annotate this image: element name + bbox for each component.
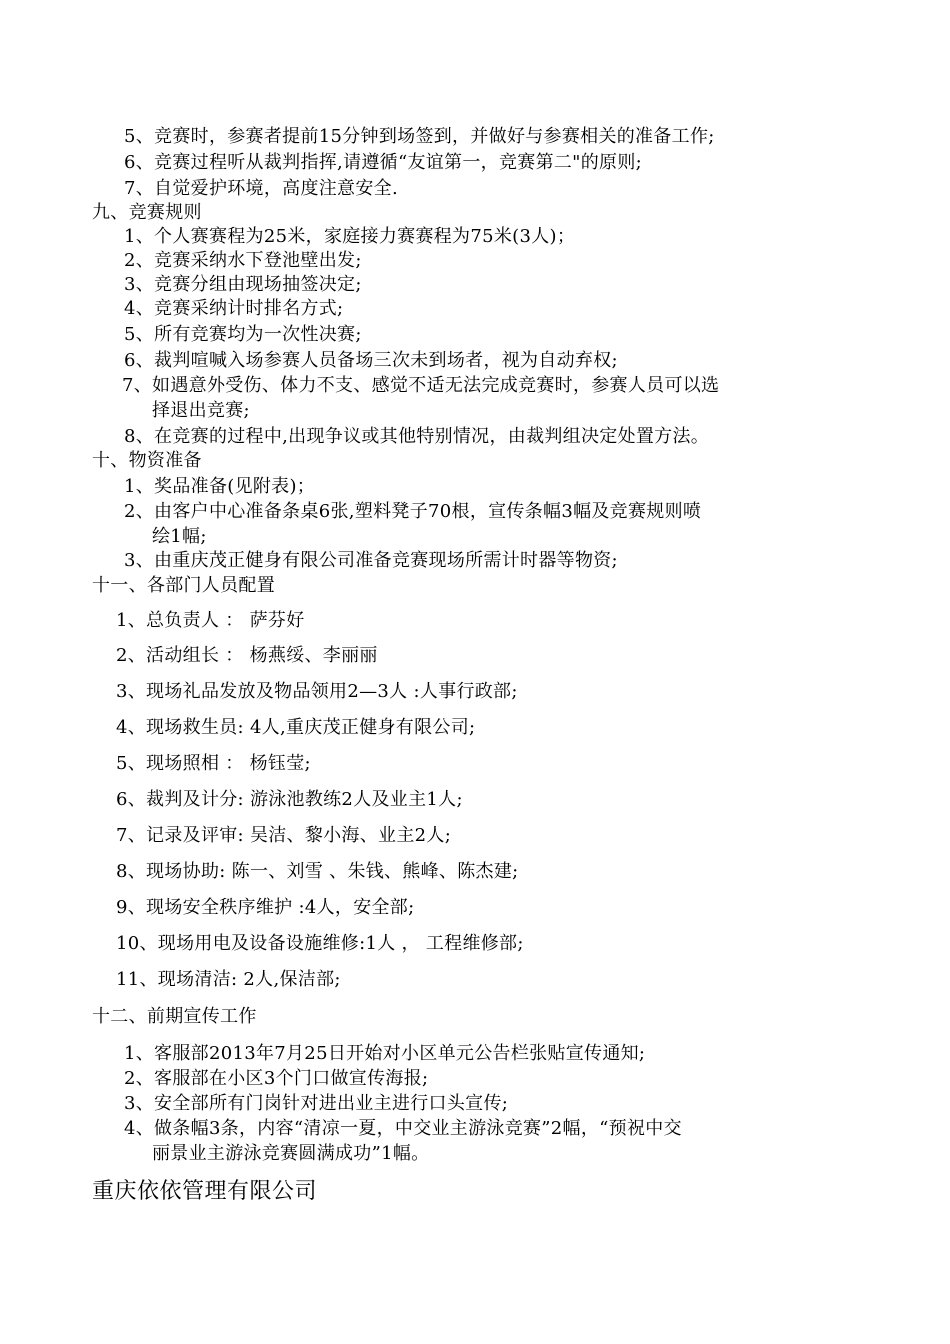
company-signature: 重庆依依管理有限公司 <box>92 1179 318 1204</box>
promo-item-continuation: 丽景业主游泳竞赛圆满成功”1幅。 <box>152 1143 430 1164</box>
section-heading: 九、竞赛规则 <box>92 202 202 223</box>
rule-item: 2、竞赛采纳水下登池壁出发; <box>124 250 362 271</box>
promo-item: 3、安全部所有门岗针对进出业主进行口头宣传; <box>124 1093 509 1114</box>
staff-item: 1、总负责人 ： 萨芬好 <box>116 610 305 631</box>
rule-item: 5、竞赛时，参赛者提前15分钟到场签到，并做好与参赛相关的准备工作; <box>124 126 715 147</box>
supply-item-continuation: 绘1幅; <box>152 526 207 547</box>
staff-item: 6、裁判及计分: 游泳池教练2人及业主1人; <box>116 789 463 810</box>
staff-item: 5、现场照相 ： 杨钰莹; <box>116 753 311 774</box>
supply-item: 3、由重庆茂正健身有限公司准备竞赛现场所需计时器等物资; <box>124 550 618 571</box>
staff-item: 11、现场清洁: 2人,保洁部; <box>116 969 341 990</box>
rule-item: 1、个人赛赛程为25米，家庭接力赛赛程为75米(3人)； <box>124 226 576 247</box>
staff-item: 2、活动组长 ： 杨燕绥、李丽丽 <box>116 645 378 666</box>
supply-item: 1、奖品准备(见附表)； <box>124 476 316 497</box>
rule-item: 4、竞赛采纳计时排名方式; <box>124 298 344 319</box>
promo-item: 2、客服部在小区3个门口做宣传海报; <box>124 1068 429 1089</box>
section-heading: 十一、各部门人员配置 <box>92 575 275 596</box>
staff-item: 3、现场礼品发放及物品领用2—3人 :人事行政部; <box>116 681 518 702</box>
supply-item: 2、由客户中心准备条桌6张,塑料凳子70根，宣传条幅3幅及竞赛规则喷 <box>124 501 702 522</box>
rule-item: 7、自觉爱护环境，高度注意安全. <box>124 178 398 199</box>
promo-item: 4、做条幅3条，内容“清凉一夏，中交业主游泳竞赛”2幅，“预祝中交 <box>124 1118 682 1139</box>
rule-item: 3、竞赛分组由现场抽签决定; <box>124 274 362 295</box>
staff-item: 10、现场用电及设备设施维修:1人 ， 工程维修部; <box>116 933 524 954</box>
rule-item: 6、竞赛过程听从裁判指挥,请遵循“友谊第一，竞赛第二"的原则; <box>124 152 643 173</box>
rule-item: 7、如遇意外受伤、体力不支、感觉不适无法完成竞赛时，参赛人员可以选 <box>122 375 720 396</box>
staff-item: 4、现场救生员: 4人,重庆茂正健身有限公司; <box>116 717 476 738</box>
promo-item: 1、客服部2013年7月25日开始对小区单元公告栏张贴宣传通知; <box>124 1043 646 1064</box>
staff-item: 9、现场安全秩序维护 :4人，安全部; <box>116 897 415 918</box>
rule-item: 6、裁判喧喊入场参赛人员备场三次未到场者，视为自动弃权; <box>124 350 618 371</box>
rule-item-continuation: 择退出竞赛; <box>152 400 250 421</box>
rule-item: 8、在竞赛的过程中,出现争议或其他特别情况，由裁判组决定处置方法。 <box>124 426 710 447</box>
section-heading: 十、物资准备 <box>92 450 202 471</box>
rule-item: 5、所有竞赛均为一次性决赛; <box>124 324 362 345</box>
staff-item: 8、现场协助: 陈一、刘雪 、朱钱、熊峰、陈杰建; <box>116 861 519 882</box>
section-heading: 十二、前期宣传工作 <box>92 1006 257 1027</box>
staff-item: 7、记录及评审: 吴洁、黎小海、业主2人; <box>116 825 452 846</box>
